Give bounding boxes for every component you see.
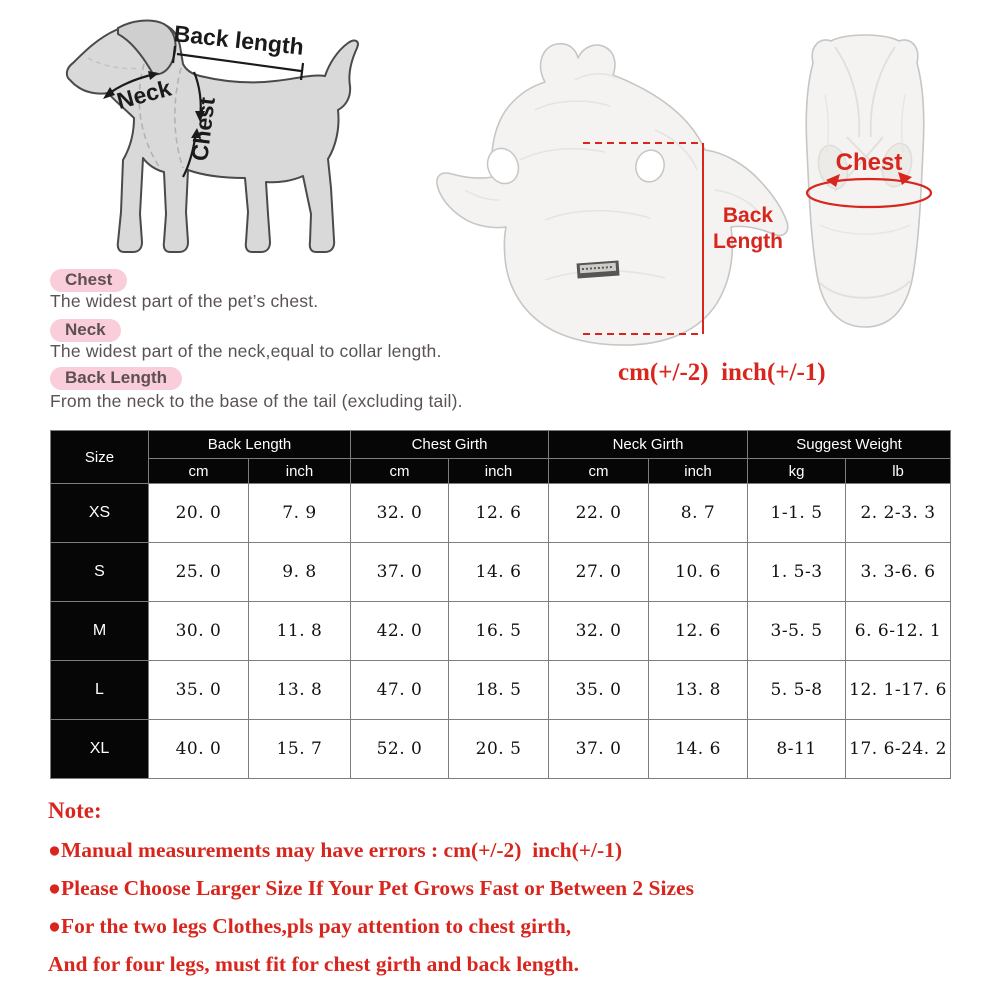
table-cell: 32. 0 <box>549 602 649 661</box>
table-cell: 3. 3-6. 6 <box>846 543 951 602</box>
table-cell: 14. 6 <box>449 543 549 602</box>
note-line: ●For the two legs Clothes,pls pay attention to chest girth, <box>48 914 572 938</box>
table-cell: 47. 0 <box>351 661 449 720</box>
size-label: XL <box>51 720 149 779</box>
table-row-s <box>51 543 951 602</box>
unit-header: inch <box>449 459 549 484</box>
definition-text-neck: The widest part of the neck,equal to collar length. <box>50 341 442 361</box>
notes-section <box>48 798 948 976</box>
definition-text-chest: The widest part of the pet’s chest. <box>50 291 319 311</box>
back-length-annotation: Back Length <box>713 204 783 253</box>
dog-measurement-diagram <box>40 18 410 263</box>
table-cell: 40. 0 <box>149 720 249 779</box>
size-label: XS <box>51 484 149 543</box>
table-cell: 12. 1-17. 6 <box>846 661 951 720</box>
table-cell: 35. 0 <box>149 661 249 720</box>
table-cell: 42. 0 <box>351 602 449 661</box>
unit-header: cm <box>149 459 249 484</box>
unit-header: inch <box>249 459 351 484</box>
table-cell: 12. 6 <box>649 602 748 661</box>
table-cell: 27. 0 <box>549 543 649 602</box>
column-header-size: Size <box>51 431 149 484</box>
table-cell: 7. 9 <box>249 484 351 543</box>
note-line: ●Manual measurements may have errors : cm(+/-2) inch(+/-1) <box>48 838 623 862</box>
table-group-header-row <box>51 431 951 459</box>
table-cell: 6. 6-12. 1 <box>846 602 951 661</box>
table-cell: 18. 5 <box>449 661 549 720</box>
note-line: And for four legs, must fit for chest girth and back length. <box>48 952 579 976</box>
size-label: M <box>51 602 149 661</box>
table-cell: 10. 6 <box>649 543 748 602</box>
table-cell: 16. 5 <box>449 602 549 661</box>
unit-header: cm <box>351 459 449 484</box>
table-cell: 5. 5-8 <box>748 661 846 720</box>
table-cell: 13. 8 <box>649 661 748 720</box>
table-cell: 17. 6-24. 2 <box>846 720 951 779</box>
table-cell: 20. 0 <box>149 484 249 543</box>
size-label: L <box>51 661 149 720</box>
unit-header: kg <box>748 459 846 484</box>
column-header-suggest-weight: Suggest Weight <box>748 431 951 459</box>
table-cell: 35. 0 <box>549 661 649 720</box>
table-unit-header-row <box>51 459 951 484</box>
size-label: S <box>51 543 149 602</box>
back-length-label: Back length <box>172 20 306 60</box>
chest-label: Chest <box>186 95 220 163</box>
table-cell: 1. 5-3 <box>748 543 846 602</box>
table-cell: 30. 0 <box>149 602 249 661</box>
definition-pill-back-length: Back Length <box>50 367 182 390</box>
unit-header: lb <box>846 459 951 484</box>
table-cell: 9. 8 <box>249 543 351 602</box>
chest-dimension-lines <box>800 145 940 215</box>
note-line: ●Please Choose Larger Size If Your Pet Grows Fast or Between 2 Sizes <box>48 876 694 900</box>
column-header-back-length: Back Length <box>149 431 351 459</box>
definition-pill-neck: Neck <box>50 319 121 342</box>
notes-title: Note: <box>48 798 102 823</box>
tolerance-note: cm(+/-2) inch(+/-1) <box>618 359 826 386</box>
table-cell: 20. 5 <box>449 720 549 779</box>
table-row-l <box>51 661 951 720</box>
definition-text-back-length: From the neck to the base of the tail (excluding tail). <box>50 391 463 411</box>
unit-header: cm <box>549 459 649 484</box>
chest-annotation: Chest <box>835 149 903 176</box>
table-cell: 1-1. 5 <box>748 484 846 543</box>
table-cell: 37. 0 <box>549 720 649 779</box>
table-row-m <box>51 602 951 661</box>
neck-label: Neck <box>114 74 174 114</box>
table-cell: 22. 0 <box>549 484 649 543</box>
unit-header: inch <box>649 459 748 484</box>
back-length-dimension-lines <box>575 136 710 341</box>
table-cell: 37. 0 <box>351 543 449 602</box>
table-cell: 14. 6 <box>649 720 748 779</box>
table-cell: 12. 6 <box>449 484 549 543</box>
table-cell: 52. 0 <box>351 720 449 779</box>
table-row-xs <box>51 484 951 543</box>
column-header-neck-girth: Neck Girth <box>549 431 748 459</box>
table-cell: 3-5. 5 <box>748 602 846 661</box>
table-cell: 13. 8 <box>249 661 351 720</box>
table-cell: 25. 0 <box>149 543 249 602</box>
table-cell: 11. 8 <box>249 602 351 661</box>
table-cell: 8-11 <box>748 720 846 779</box>
size-table <box>50 430 951 779</box>
column-header-chest-girth: Chest Girth <box>351 431 549 459</box>
table-cell: 32. 0 <box>351 484 449 543</box>
table-cell: 8. 7 <box>649 484 748 543</box>
table-cell: 15. 7 <box>249 720 351 779</box>
table-cell: 2. 2-3. 3 <box>846 484 951 543</box>
table-row-xl <box>51 720 951 779</box>
definition-pill-chest: Chest <box>50 269 127 292</box>
